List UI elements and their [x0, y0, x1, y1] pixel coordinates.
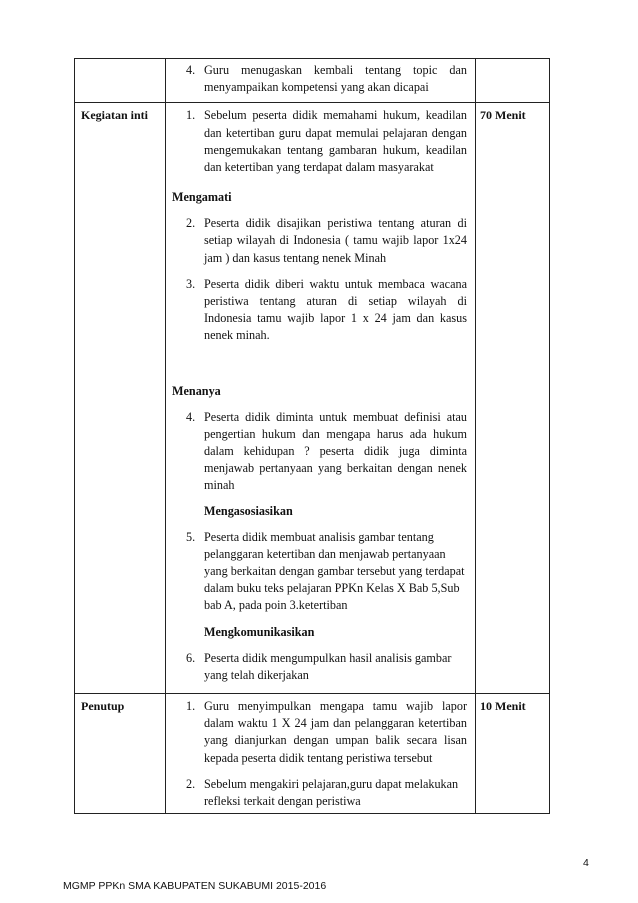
lesson-activity-table	[74, 58, 550, 814]
item-number: 6.	[186, 650, 196, 665]
page-number: 4	[583, 857, 589, 869]
item-text: Sebelum peserta didik memahami hukum, keadilan dan ketertiban guru dapat memulai pelajaran dengan mengemukakan tentang gambaran hukum, keadilan dan ketertiban yang terdapat dalam masyarakat	[204, 108, 467, 175]
item-number: 1.	[186, 108, 196, 123]
activity-item	[172, 776, 467, 810]
item-text: Peserta didik disajikan peristiwa tentang aturan di setiap wilayah di Indonesia ( tamu wajib lapor 1x24 jam ) dan kasus tentang nenek Minah	[204, 216, 467, 265]
section-heading-mengkomunikasikan: Mengkomunikasikan	[204, 624, 315, 639]
activity-item	[172, 215, 467, 267]
table-row-kegiatan-inti	[75, 103, 550, 694]
duration-label: 70 Menit	[480, 108, 526, 123]
item-number: 4.	[186, 409, 196, 424]
section-heading-menanya: Menanya	[172, 383, 221, 398]
phase-label: Kegiatan inti	[81, 108, 149, 123]
duration-cell-empty	[476, 59, 550, 103]
activity-cell	[166, 103, 476, 694]
duration-cell	[476, 103, 550, 694]
phase-cell	[75, 103, 166, 694]
item-text: Peserta didik membuat analisis gambar tentang pelanggaran ketertiban dan menjawab pertanyaan yang berkaitan dengan gambar tersebut yang terdapat dalam buku teks pelajaran PPKn Kelas X Bab 5,Sub bab A, pada poin 3.ketertiban	[204, 529, 465, 613]
duration-label: 10 Menit	[480, 699, 526, 714]
item-text: Peserta didik diberi waktu untuk membaca wacana peristiwa tentang aturan di setiap wilayah di Indonesia tamu wajib lapor 1 x 24 jam dan kasus nenek minah.	[204, 276, 467, 343]
item-number: 1.	[186, 699, 196, 714]
activity-item	[172, 409, 467, 495]
activity-cell	[166, 59, 476, 103]
table-row-penutup	[75, 694, 550, 814]
activity-item	[172, 107, 467, 176]
item-text: Guru menyimpulkan mengapa tamu wajib lapor dalam waktu 1 X 24 jam dan pelanggaran ketertiban yang dianjurkan dengan umpan balik secara lisan kepada peserta didik tentang peristiwa tersebut	[204, 699, 467, 765]
item-text: Guru menugaskan kembali tentang topic dan menyampaikan kompetensi yang akan dicapai	[204, 63, 467, 95]
item-text: Peserta didik diminta untuk membuat definisi atau pengertian hukum dan mengapa harus ada hukum dalam kehidupan ? peserta didik juga diminta menjawab pertanyaan yang berkaitan dengan nenek minah	[204, 409, 467, 493]
table-row-opening-tail	[75, 59, 550, 103]
item-number: 2.	[186, 216, 196, 231]
item-number: 5.	[186, 529, 196, 544]
page-footer: MGMP PPKn SMA KABUPATEN SUKABUMI 2015-2016	[63, 880, 327, 892]
phase-label: Penutup	[81, 699, 125, 714]
activity-item	[172, 650, 467, 684]
phase-cell	[75, 694, 166, 814]
item-number: 4.	[186, 63, 196, 77]
item-text: Sebelum mengakiri pelajaran,guru dapat melakukan refleksi terkait dengan peristiwa	[204, 776, 459, 809]
phase-cell-empty	[75, 59, 166, 103]
activity-cell	[166, 694, 476, 814]
item-number: 3.	[186, 276, 196, 291]
item-number: 2.	[186, 776, 196, 791]
activity-item	[172, 276, 467, 345]
activity-item	[172, 62, 467, 96]
section-heading-mengamati: Mengamati	[172, 190, 232, 205]
item-text: Peserta didik mengumpulkan hasil analisis gambar yang telah dikerjakan	[204, 650, 452, 682]
duration-cell	[476, 694, 550, 814]
activity-item	[172, 529, 467, 615]
activity-item	[172, 698, 467, 767]
section-heading-mengasosiasikan: Mengasosiasikan	[204, 503, 293, 518]
